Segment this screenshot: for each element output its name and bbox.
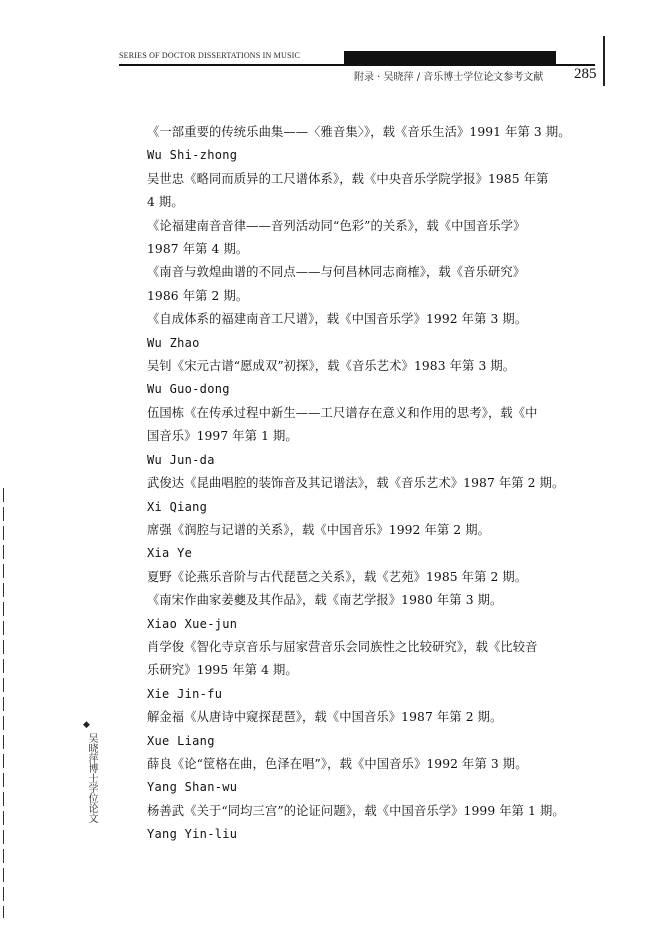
bibliography-entry: 1987 年第 4 期。: [147, 242, 249, 257]
author-romanization: Xiao Xue-jun: [147, 616, 238, 631]
bibliography-entry: 1986 年第 2 期。: [147, 288, 249, 303]
header-rule: [119, 64, 595, 66]
bibliography-list: [147, 121, 607, 847]
bibliography-entry: 《南宋作曲家姜夔及其作品》，载《南艺学报》1980 年第 3 期。: [147, 593, 503, 608]
author-romanization: Wu Jun-da: [147, 452, 215, 467]
author-romanization: Yang Yin-liu: [147, 827, 238, 842]
author-romanization: Wu Shi-zhong: [147, 148, 238, 163]
bibliography-entry: 伍国栋《在传承过程中新生——工尺谱存在意义和作用的思考》，载《中: [147, 405, 538, 420]
bibliography-entry: 国音乐》1997 年第 1 期。: [147, 429, 298, 444]
bibliography-entry: 肖学俊《智化寺京音乐与屈家营音乐会同族性之比较研究》，载《比较音: [147, 639, 538, 654]
author-romanization: Xi Qiang: [147, 499, 208, 514]
left-margin-rule: [3, 488, 4, 918]
series-title: SERIES OF DOCTOR DISSERTATIONS IN MUSIC: [119, 51, 300, 60]
bibliography-entry: 吴钊《宋元古谱“愿成双”初探》，载《音乐艺术》1983 年第 3 期。: [147, 359, 516, 374]
spine-label: 吴晓萍博士学位论文: [86, 733, 97, 823]
author-romanization: Wu Zhao: [147, 335, 200, 350]
bibliography-entry: 《南音与敦煌曲谱的不同点——与何昌林同志商榷》，载《音乐研究》: [147, 265, 526, 280]
bibliography-entry: 4 期。: [147, 195, 184, 210]
bibliography-entry: 《自成体系的福建南音工尺谱》，载《中国音乐学》1992 年第 3 期。: [147, 312, 528, 327]
bibliography-entry: 席强《润腔与记谱的关系》，载《中国音乐》1992 年第 2 期。: [147, 522, 491, 537]
bibliography-entry: 《一部重要的传统乐曲集——〈雅音集〉》，载《音乐生活》1991 年第 3 期。: [147, 125, 571, 139]
bibliography-entry: 武俊达《昆曲唱腔的装饰音及其记谱法》，载《音乐艺术》1987 年第 2 期。: [147, 476, 565, 491]
author-romanization: Xie Jin-fu: [147, 686, 223, 701]
bibliography-entry: 乐研究》1995 年第 4 期。: [147, 663, 298, 678]
page-number: 285: [574, 66, 597, 82]
author-romanization: Xia Ye: [147, 546, 193, 561]
header-bar: [344, 51, 556, 65]
bibliography-entry: 吴世忠《略同而质异的工尺谱体系》，载《中央音乐学院学报》1985 年第: [147, 171, 549, 186]
author-romanization: Yang Shan-wu: [147, 780, 238, 795]
bibliography-entry: 解金福《从唐诗中窥探琵琶》，载《中国音乐》1987 年第 2 期。: [147, 710, 503, 725]
author-romanization: Wu Guo-dong: [147, 382, 230, 397]
bibliography-entry: 夏野《论燕乐音阶与古代琵琶之关系》，载《艺苑》1985 年第 2 期。: [147, 569, 528, 584]
bibliography-entry: 杨善武《关于“同均三宫”的论证问题》，载《中国音乐学》1999 年第 1 期。: [147, 803, 565, 818]
bibliography-entry: 《论福建南音音律——音列活动同“色彩”的关系》，载《中国音乐学》: [147, 218, 526, 233]
spine-bullet-icon: ◆: [83, 720, 90, 730]
bibliography-entry: 薛良《论“筐格在曲，色泽在唱”》，载《中国音乐》1992 年第 3 期。: [147, 756, 528, 771]
author-romanization: Xue Liang: [147, 733, 215, 748]
right-margin-mark: [603, 36, 605, 86]
running-title: 附录 · 吴晓萍 / 音乐博士学位论文参考文献: [354, 72, 544, 83]
